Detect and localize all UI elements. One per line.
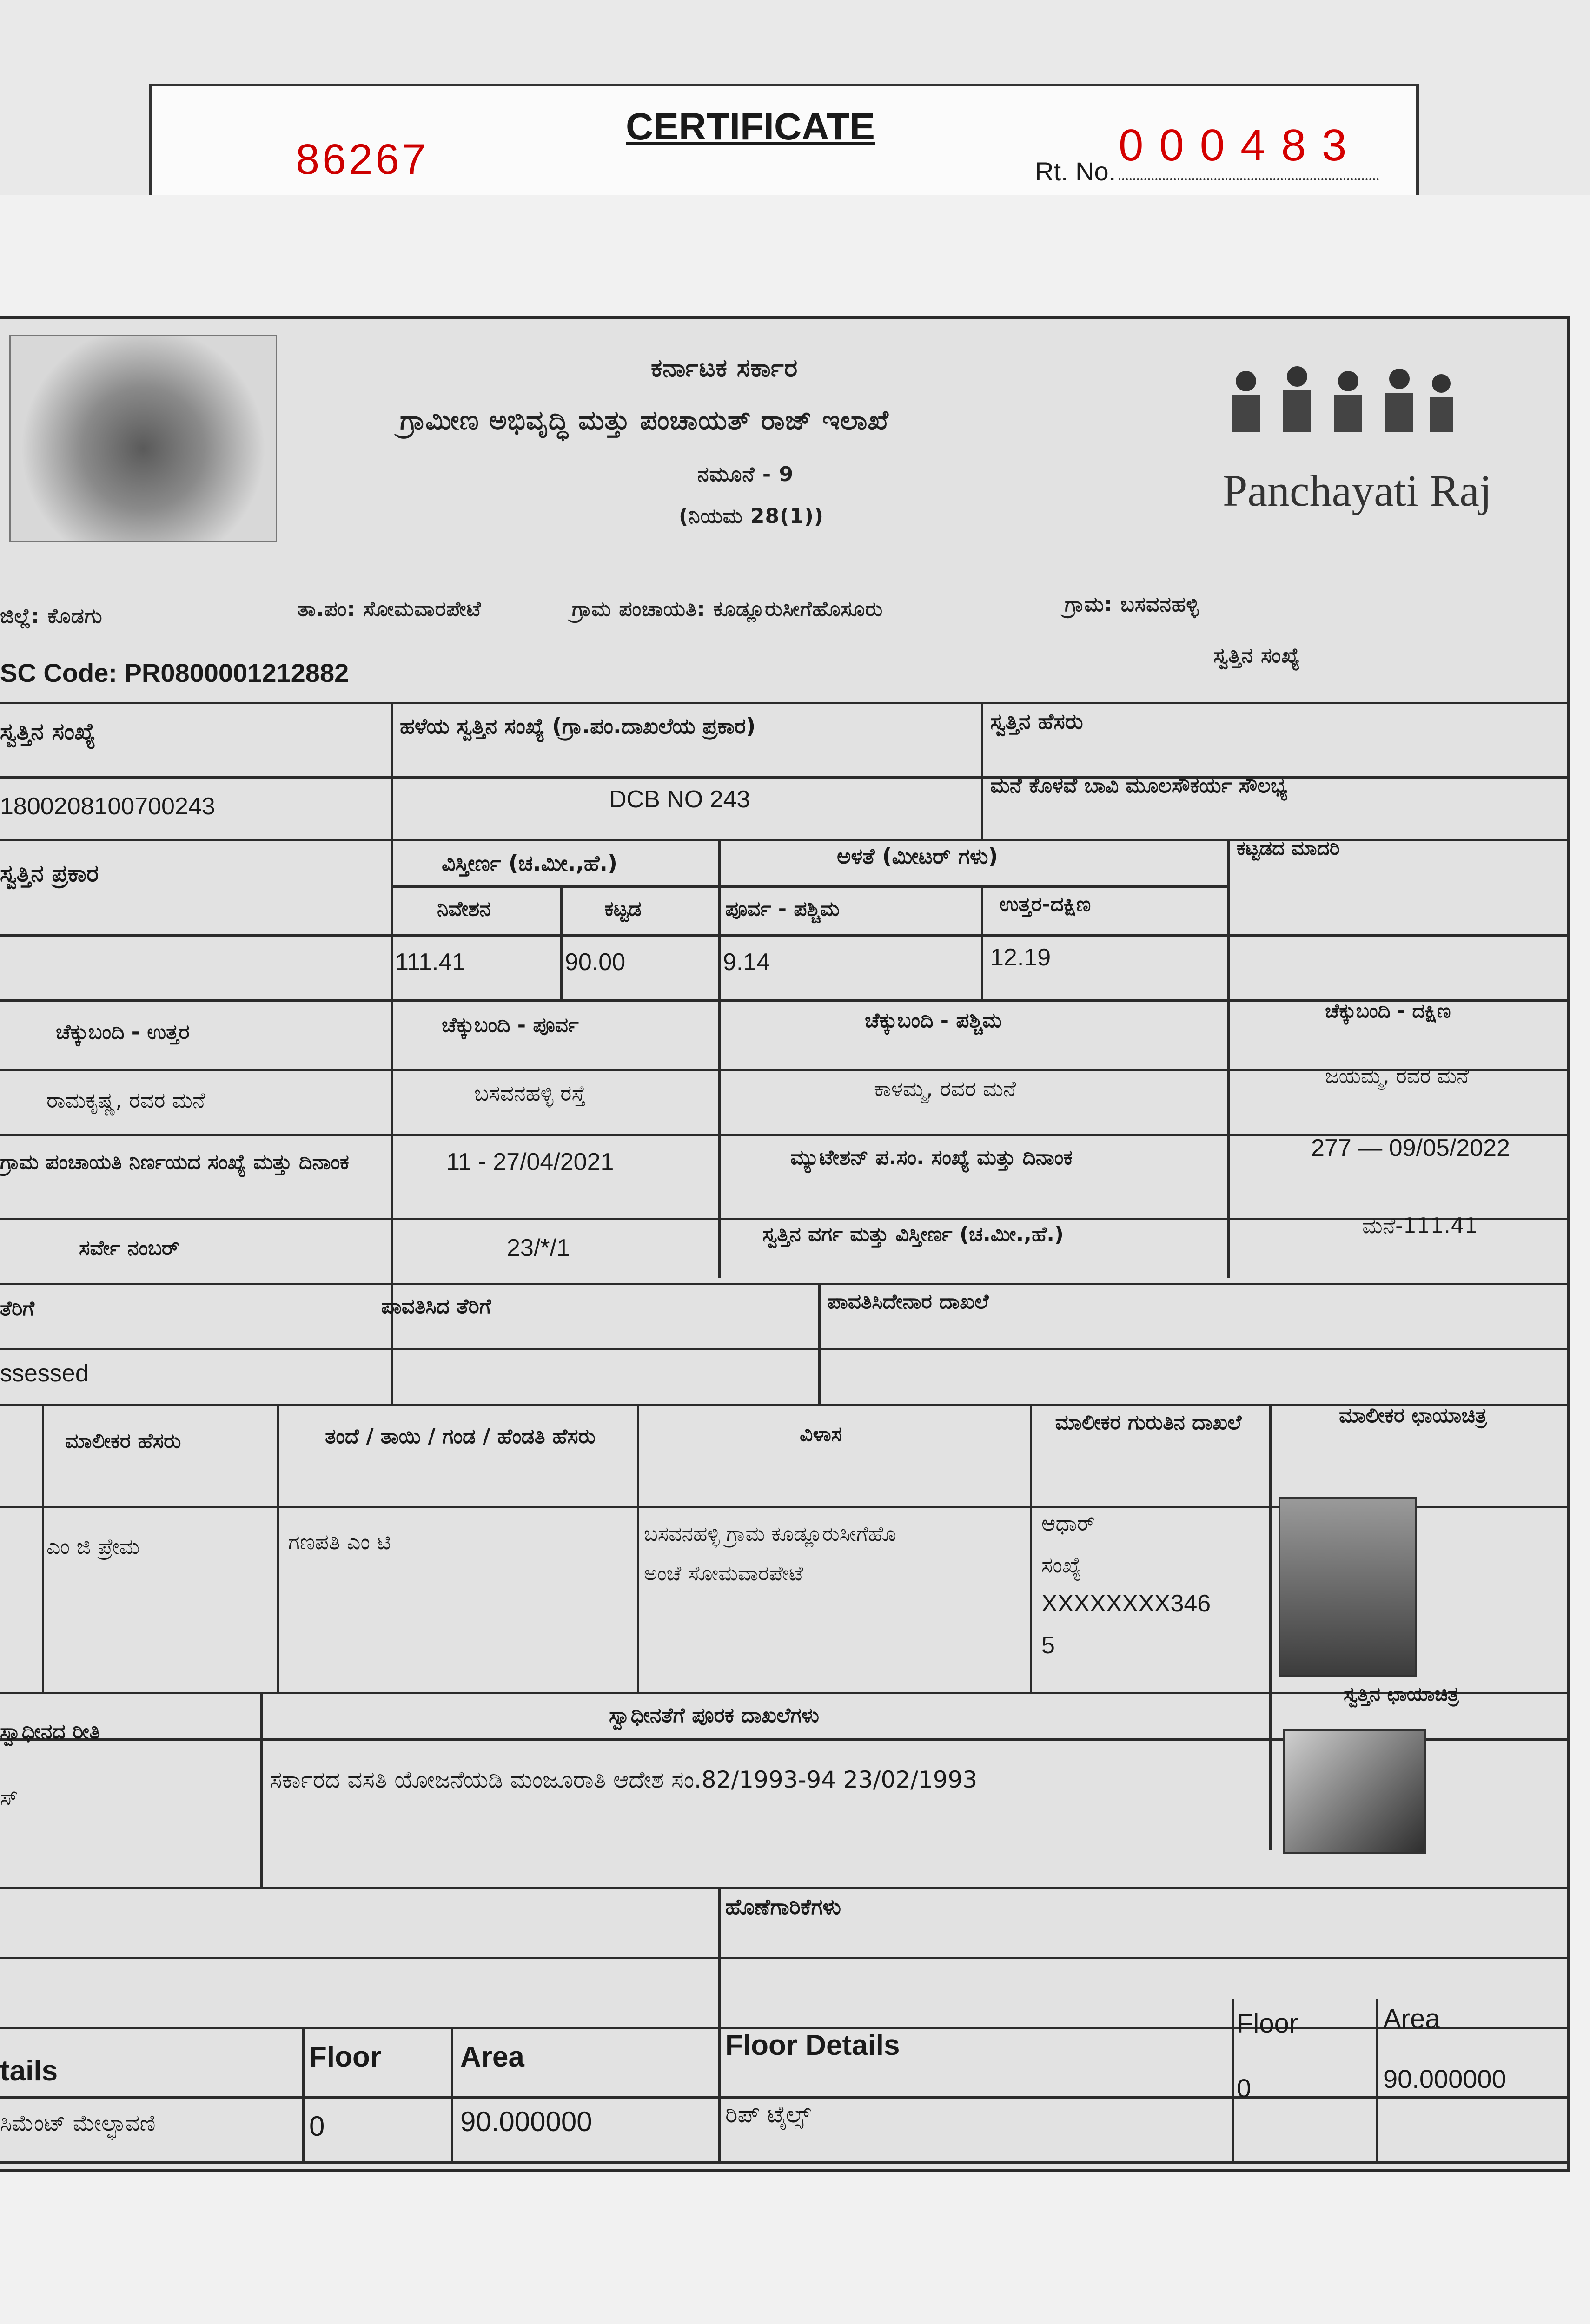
site-area-value: 111.41 [395, 949, 466, 976]
boundary-west-heading: ಚೆಕ್ಕುಬಂದಿ - ಪಶ್ಚಿಮ [865, 1009, 1002, 1032]
boundary-south-heading: ಚೆಕ್ಕುಬಂದಿ - ದಕ್ಷಿಣ [1325, 999, 1451, 1022]
resolution-heading: ಗ್ರಾಮ ಪಂಚಾಯತಿ ನಿರ್ಣಯದ ಸಂಖ್ಯೆ ಮತ್ತು ದಿನಾಂಕ [0, 1150, 349, 1174]
boundary-east-value: ಬಸವನಹಳ್ಳಿ ರಸ್ತೆ [474, 1081, 586, 1106]
property-no-heading: ಸ್ವತ್ತಿನ ಸಂಖ್ಯೆ [0, 718, 96, 745]
building-area-value: 90.00 [565, 949, 626, 976]
tax-status-value: ssessed [0, 1360, 89, 1387]
district-label: ಜಿಲ್ಲೆ: ಕೊಡಗು [0, 604, 103, 628]
right-area-heading: Area [1383, 2004, 1440, 2034]
extent-site-heading: ನಿವೇಶನ [437, 897, 491, 921]
table-rule [718, 1887, 721, 2161]
table-rule [560, 885, 563, 999]
left-area-heading: Area [460, 2041, 524, 2073]
table-rule [0, 702, 1567, 704]
category-heading: ಸ್ವತ್ತಿನ ವರ್ಗ ಮತ್ತು ವಿಸ್ತೀರ್ಣ (ಚ.ಮೀ.,ಹೆ.) [762, 1222, 1064, 1246]
left-floor-details-value: ಸಿಮೆಂಟ್ ಮೇಲ್ಛಾವಣಿ [0, 2110, 156, 2136]
receipt-label: Rt. No. [1035, 157, 1116, 186]
right-floor-value: 0 [1237, 2073, 1252, 2103]
table-rule [637, 1404, 639, 1692]
liabilities-heading: ಹೊಣೆಗಾರಿಕೆಗಳು [725, 1894, 841, 1919]
survey-heading: ಸರ್ವೇ ನಂಬರ್ [79, 1236, 179, 1260]
category-value: ಮನೆ-111.41 [1362, 1213, 1478, 1238]
property-name-heading: ಸ್ವತ್ತಿನ ಹೆಸರು [990, 709, 1083, 734]
panchayati-raj-text: Panchayati Raj [1223, 466, 1492, 515]
state-govt-title: ಕರ್ನಾಟಕ ಸರ್ಕಾರ [651, 353, 798, 383]
property-photo-heading: ಸ್ವತ್ತಿನ ಛಾಯಾಚಿತ್ರ [1344, 1683, 1459, 1705]
left-floor-heading: Floor [309, 2041, 381, 2073]
owner-relation-name: ಗಣಪತಿ ಎಂ ಟಿ [288, 1529, 391, 1554]
table-rule [0, 1218, 1567, 1220]
dimensions-heading: ಅಳತೆ (ಮೀಟರ್ ಗಳು) [837, 844, 998, 869]
owner-name: ಎಂ ಜಿ ಪ್ರೇಮ [46, 1534, 140, 1559]
owner-id-suffix: 5 [1041, 1632, 1055, 1659]
left-floor-details-heading: tails [0, 2055, 58, 2087]
boundary-south-value: ಜಯಮ್ಮ, ರವರ ಮನೆ [1325, 1064, 1469, 1088]
table-rule [718, 839, 721, 1278]
paid-record-heading: ಪಾವತಿಸಿದೇನಾರ ದಾಖಲೆ [828, 1290, 989, 1314]
table-rule [0, 776, 1567, 779]
relation-heading: ತಂದೆ / ತಾಯಿ / ಗಂಡ / ಹೆಂಡತಿ ಹೆಸರು [325, 1425, 596, 1448]
property-number: 1800208100700243 [0, 793, 215, 820]
certificate-title: CERTIFICATE [626, 106, 875, 148]
form-number: ನಮೂನೆ - 9 [697, 462, 794, 486]
table-rule [1269, 1404, 1272, 1850]
table-rule [0, 2096, 1567, 2099]
owner-address-line1: ಬಸವನಹಳ್ಳಿ ಗ್ರಾಮ ಕೂಡ್ಲೂರುಸೀಗೆಹೊ [644, 1522, 896, 1546]
table-rule [0, 1348, 1567, 1350]
property-photo [1283, 1729, 1426, 1854]
owner-name-heading: ಮಾಲೀಕರ ಹೆಸರು [65, 1429, 181, 1453]
lgd-code: SC Code: PR0800001212882 [0, 658, 349, 687]
tax-heading: ತೆರಿಗೆ [0, 1297, 34, 1320]
survey-value: 23/*/1 [507, 1235, 570, 1261]
dims-ns-heading: ಉತ್ತರ-ದಕ್ಷಿಣ [1000, 892, 1091, 916]
owner-photo-heading: ಮಾಲೀಕರ ಛಾಯಾಚಿತ್ರ [1339, 1404, 1487, 1427]
paid-tax-heading: ಪಾವತಿಸಿದ ತೆರಿಗೆ [381, 1294, 491, 1318]
karnataka-emblem-icon [9, 335, 277, 542]
table-rule [391, 885, 1227, 888]
owner-id-number: XXXXXXXX346 [1041, 1590, 1211, 1617]
left-area-value: 90.000000 [460, 2106, 592, 2137]
table-rule [0, 1692, 1567, 1694]
dims-ew-heading: ಪೂರ್ವ - ಪಶ್ಚಿಮ [725, 897, 840, 921]
table-rule [0, 1957, 1567, 1959]
table-rule [1376, 1999, 1378, 2161]
acquisition-heading: ಸ್ವಾಧೀನದ ರೀತಿ [0, 1720, 100, 1743]
resolution-value: 11 - 27/04/2021 [446, 1149, 614, 1175]
table-rule [277, 1404, 279, 1692]
owner-id-line1: ಆಧಾರ್ [1041, 1511, 1095, 1536]
acquisition-docs-value: ಸರ್ಕಾರದ ವಸತಿ ಯೋಜನೆಯಡಿ ಮಂಜೂರಾತಿ ಆದೇಶ ಸಂ.82/1993-94 23/02/1993 [270, 1766, 978, 1793]
right-floor-details-heading: Floor Details [725, 2029, 900, 2061]
old-property-number: DCB NO 243 [609, 786, 750, 813]
property-label: ಸ್ವತ್ತಿನ ಸಂಖ್ಯೆ [1213, 644, 1300, 667]
property-type-heading: ಸ್ವತ್ತಿನ ಪ್ರಕಾರ [0, 860, 99, 887]
boundary-east-heading: ಚೆಕ್ಕುಬಂದಿ - ಪೂರ್ವ [442, 1013, 579, 1037]
old-property-no-heading: ಹಳೆಯ ಸ್ವತ್ತಿನ ಸಂಖ್ಯೆ (ಗ್ರಾ.ಪಂ.ದಾಖಲೆಯ ಪ್ರಕಾರ) [400, 713, 756, 739]
right-area-value: 90.000000 [1383, 2064, 1506, 2093]
acquisition-docs-heading: ಸ್ವಾಧೀನತೆಗೆ ಪೂರಕ ದಾಖಲೆಗಳು [609, 1703, 820, 1727]
taluk-label: ತಾ.ಪಂ: ಸೋಮವಾರಪೇಟೆ [298, 597, 482, 621]
receipt-number: 000483 [1119, 120, 1363, 170]
owner-address-line2: ಅಂಚೆ ಸೋಮವಾರಪೇಟೆ [644, 1562, 803, 1585]
address-heading: ವಿಳಾಸ [800, 1422, 842, 1446]
table-rule [42, 1404, 44, 1692]
mutation-value: 277 — 09/05/2022 [1311, 1135, 1510, 1162]
department-title: ಗ್ರಾಮೀಣ ಅಭಿವೃದ್ಧಿ ಮತ್ತು ಪಂಚಾಯತ್ ರಾಜ್ ಇಲಾಖೆ [400, 404, 889, 436]
extent-heading: ವಿಸ್ತೀರ್ಣ (ಚ.ಮೀ.,ಹೆ.) [442, 851, 618, 876]
boundary-north-heading: ಚೆಕ್ಕುಬಂದಿ - ಉತ್ತರ [56, 1020, 190, 1044]
table-rule [0, 1404, 1567, 1406]
table-rule [818, 1283, 821, 1404]
rule-number: (ನಿಯಮ 28(1)) [679, 504, 824, 528]
owner-id-line2: ಸಂಖ್ಯೆ [1041, 1552, 1082, 1578]
extent-building-heading: ಕಟ್ಟಡ [604, 897, 642, 921]
panchayati-raj-figures-icon [1218, 363, 1460, 456]
table-rule [0, 1283, 1567, 1285]
table-rule [981, 702, 983, 841]
table-rule [1030, 1404, 1032, 1692]
right-floor-details-value: ರಿಪ್ ಟೈಲ್ಸ್ [725, 2101, 811, 2128]
mutation-heading: ಮ್ಯುಟೇಶನ್ ಪ.ಸಂ. ಸಂಖ್ಯೆ ಮತ್ತು ದಿನಾಂಕ [790, 1146, 1073, 1169]
table-rule [981, 885, 983, 999]
table-rule [0, 1887, 1567, 1889]
boundary-west-value: ಕಾಳಮ್ಮ, ರವರ ಮನೆ [874, 1076, 1016, 1101]
table-rule [1232, 1999, 1234, 2161]
gram-panchayat-label: ಗ್ರಾಮ ಪಂಚಾಯತಿ: ಕೂಡ್ಲೂರುಸೀಗೆಹೊಸೂರು [572, 597, 883, 621]
building-type-heading: ಕಟ್ಟಡದ ಮಾದರಿ [1237, 837, 1340, 859]
table-rule [0, 2161, 1567, 2164]
owner-id-heading: ಮಾಲೀಕರ ಗುರುತಿನ ದಾಖಲೆ [1055, 1411, 1242, 1434]
acquisition-value: ಸ್ [0, 1785, 19, 1810]
panchayati-raj-logo [1218, 363, 1460, 456]
table-rule [302, 2027, 305, 2161]
table-rule [1227, 839, 1230, 1278]
ns-value: 12.19 [990, 944, 1051, 971]
table-rule [451, 2027, 453, 2161]
village-label: ಗ್ರಾಮ: ಬಸವನಹಳ್ಳಿ [1065, 593, 1199, 616]
ew-value: 9.14 [723, 949, 770, 976]
boundary-north-value: ರಾಮಕೃಷ್ಣ, ರವರ ಮನೆ [46, 1088, 205, 1113]
left-floor-value: 0 [309, 2111, 325, 2142]
table-rule [260, 1692, 263, 1887]
right-floor-heading: Floor [1237, 2008, 1298, 2039]
certificate-serial: 86267 [296, 136, 429, 183]
receipt-dotted-line [1119, 178, 1379, 180]
property-name: ಮನೆ ಕೊಳವೆ ಬಾವಿ ಮೂಲಸೌಕರ್ಯ ಸೌಲಭ್ಯ [990, 774, 1288, 798]
table-rule [0, 934, 1567, 937]
owner-photo [1279, 1497, 1417, 1677]
